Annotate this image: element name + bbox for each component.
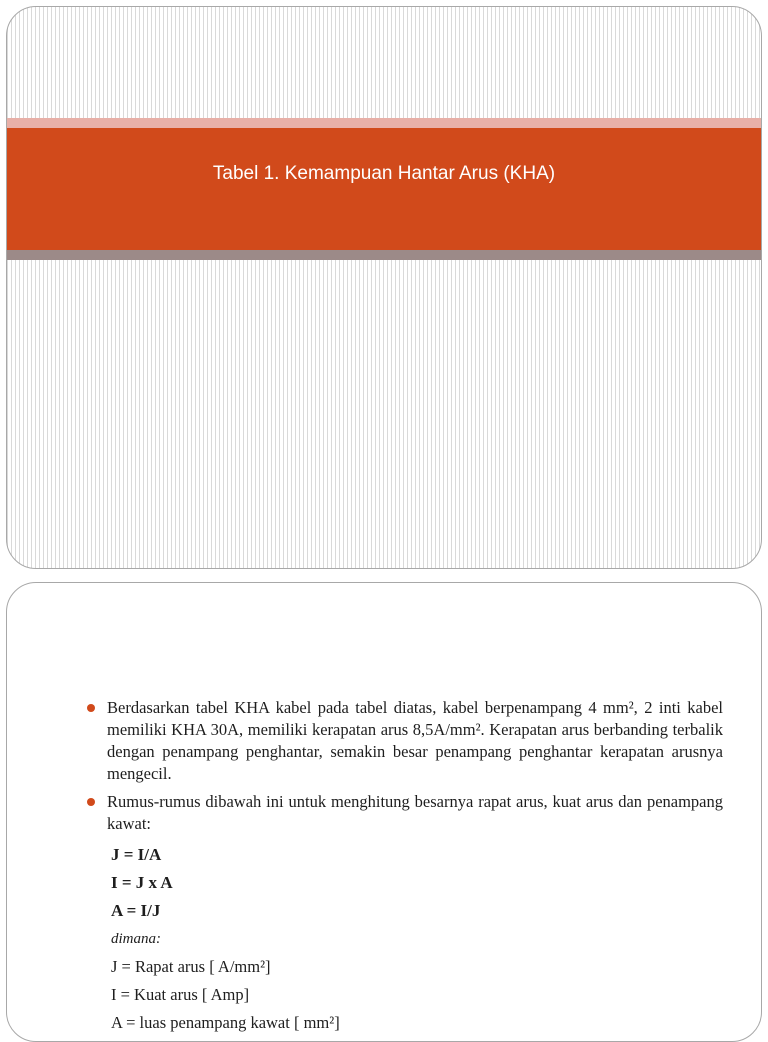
formula-current-density: J = I/A [111,845,162,864]
bullet-item [107,697,723,785]
bullet-dot-icon [87,798,95,806]
bullet-text: Berdasarkan tabel KHA kabel pada tabel diatas, kabel berpenampang 4 mm², 2 inti kabel memiliki KHA 30A, memiliki kerapatan arus 8,5A/mm². Kerapatan arus berbanding terbalik dengan penampang penghantar, semakin besar penampang penghantar kerapatan arusnya mengecil. [107,698,723,783]
title-band [7,128,761,250]
title-band-top [7,118,761,128]
bullet-dot-icon [87,704,95,712]
bullet-item [107,791,723,835]
definition-a: A = luas penampang kawat [ mm²] [111,1013,340,1032]
slide-title-page [6,6,762,569]
definition-j: J = Rapat arus [ A/mm²] [111,957,271,976]
bullet-text: Rumus-rumus dibawah ini untuk menghitung besarnya rapat arus, kuat arus dan penampang kawat: [107,792,723,833]
definition-i: I = Kuat arus [ Amp] [111,985,250,1004]
formula-area: A = I/J [111,901,161,920]
where-label: dimana: [111,931,161,947]
formula-current: I = J x A [111,873,173,892]
slide-title: Tabel 1. Kemampuan Hantar Arus (KHA) [212,163,556,184]
title-band-bottom [7,250,761,260]
slide-content [107,697,723,1037]
slide-content-page [6,582,762,1042]
